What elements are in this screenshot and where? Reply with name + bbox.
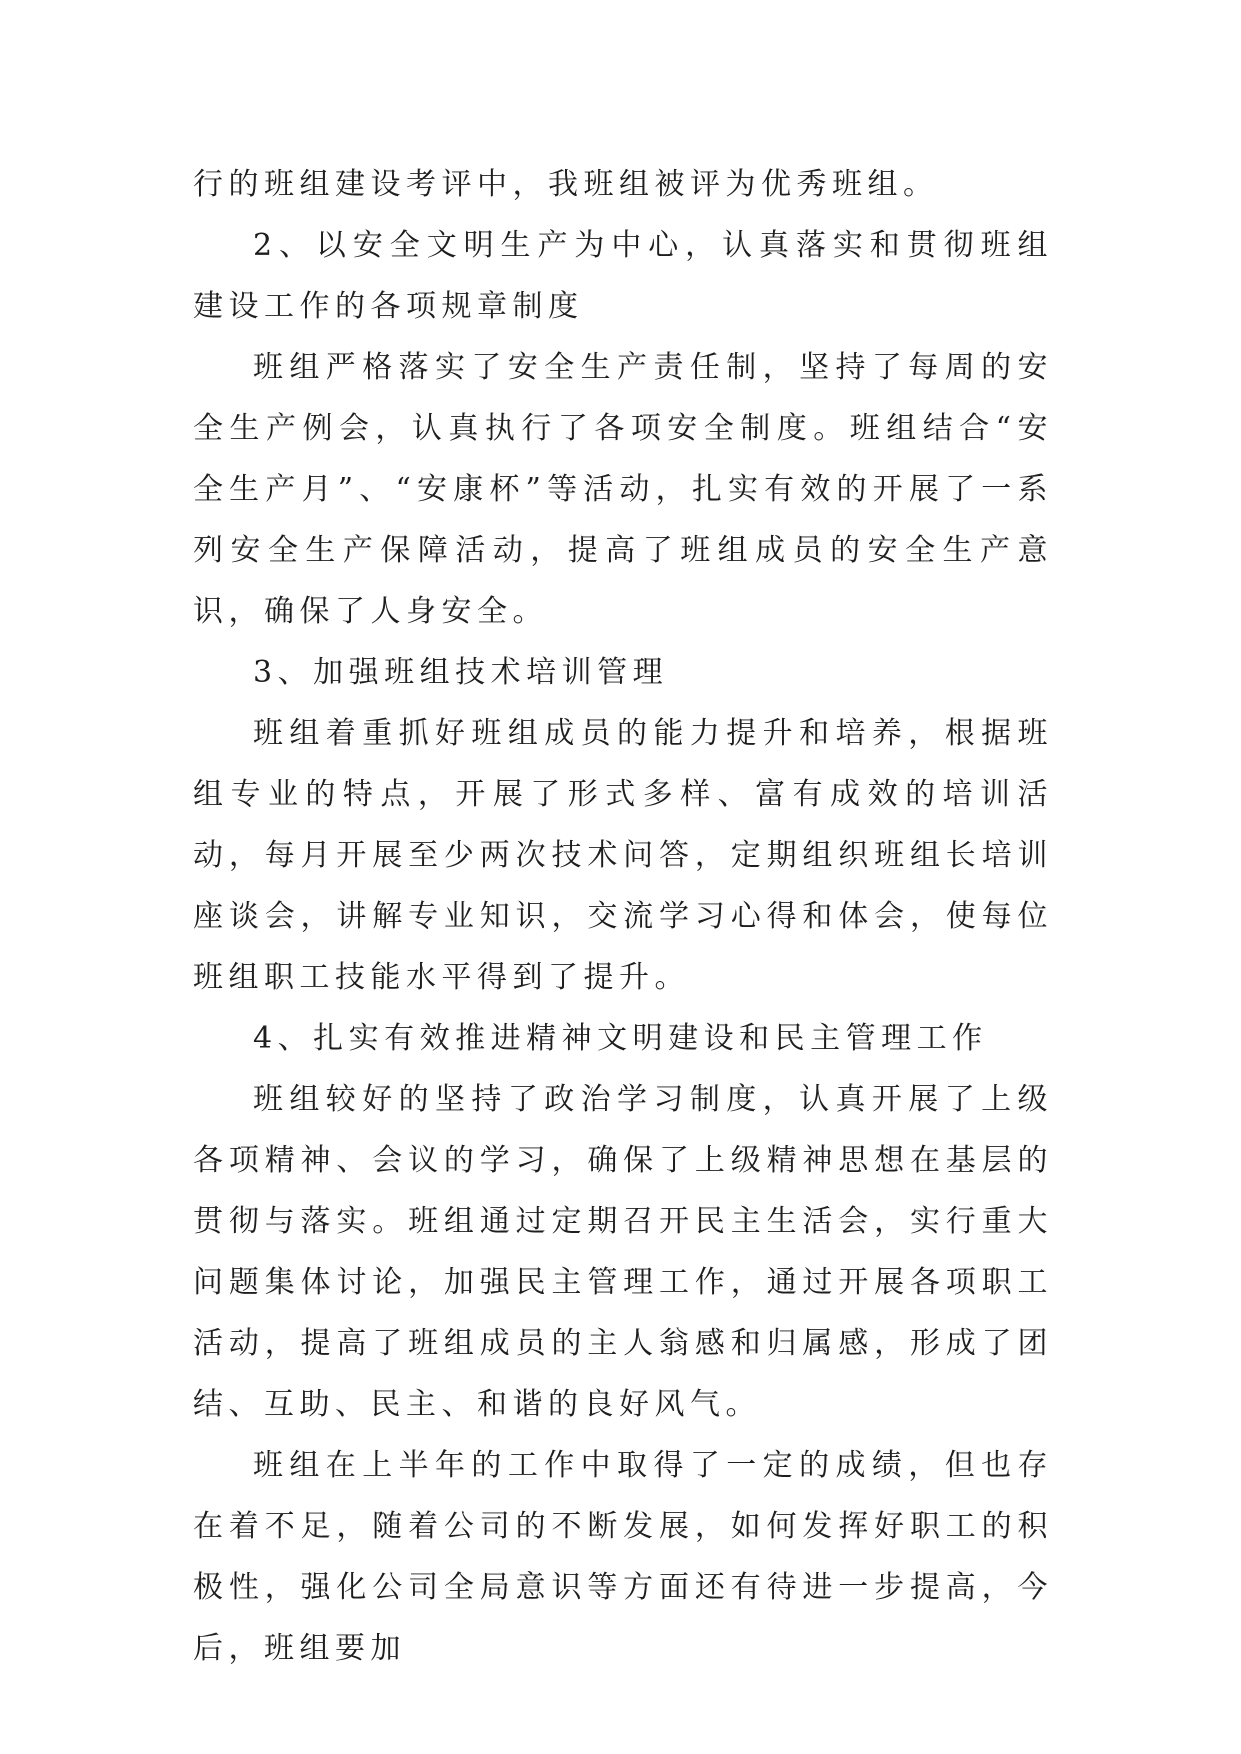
- section-heading-3: 3、加强班组技术培训管理: [253, 655, 669, 690]
- section-heading-4: 4、扎实有效推进精神文明建设和民主管理工作: [253, 1021, 988, 1056]
- paragraph-safety: 班组严格落实了安全生产责任制，坚持了每周的安全生产例会，认真执行了各项安全制度。班组结合“安全生产月”、“安康杯”等活动，扎实有效的开展了一系列安全生产保障活动，提高了班组成员的安全生产意识，确保了人身安全。: [193, 350, 1053, 629]
- document-body: [193, 154, 1053, 1679]
- paragraph-summary: 班组在上半年的工作中取得了一定的成绩，但也存在着不足，随着公司的不断发展，如何发挥好职工的积极性，强化公司全局意识等方面还有待进一步提高，今后，班组要加: [193, 1448, 1053, 1666]
- paragraph-continued: 行的班组建设考评中，我班组被评为优秀班组。: [193, 167, 939, 202]
- paragraph-training: 班组着重抓好班组成员的能力提升和培养，根据班组专业的特点，开展了形式多样、富有成效的培训活动，每月开展至少两次技术问答，定期组织班组长培训座谈会，讲解专业知识，交流学习心得和体会，使每位班组职工技能水平得到了提升。: [193, 716, 1053, 995]
- paragraph-civilization: 班组较好的坚持了政治学习制度，认真开展了上级各项精神、会议的学习，确保了上级精神思想在基层的贯彻与落实。班组通过定期召开民主生活会，实行重大问题集体讨论，加强民主管理工作，通过开展各项职工活动，提高了班组成员的主人翁感和归属感，形成了团结、互助、民主、和谐的良好风气。: [193, 1082, 1053, 1422]
- section-heading-2: 2、以安全文明生产为中心，认真落实和贯彻班组建设工作的各项规章制度: [193, 228, 1053, 324]
